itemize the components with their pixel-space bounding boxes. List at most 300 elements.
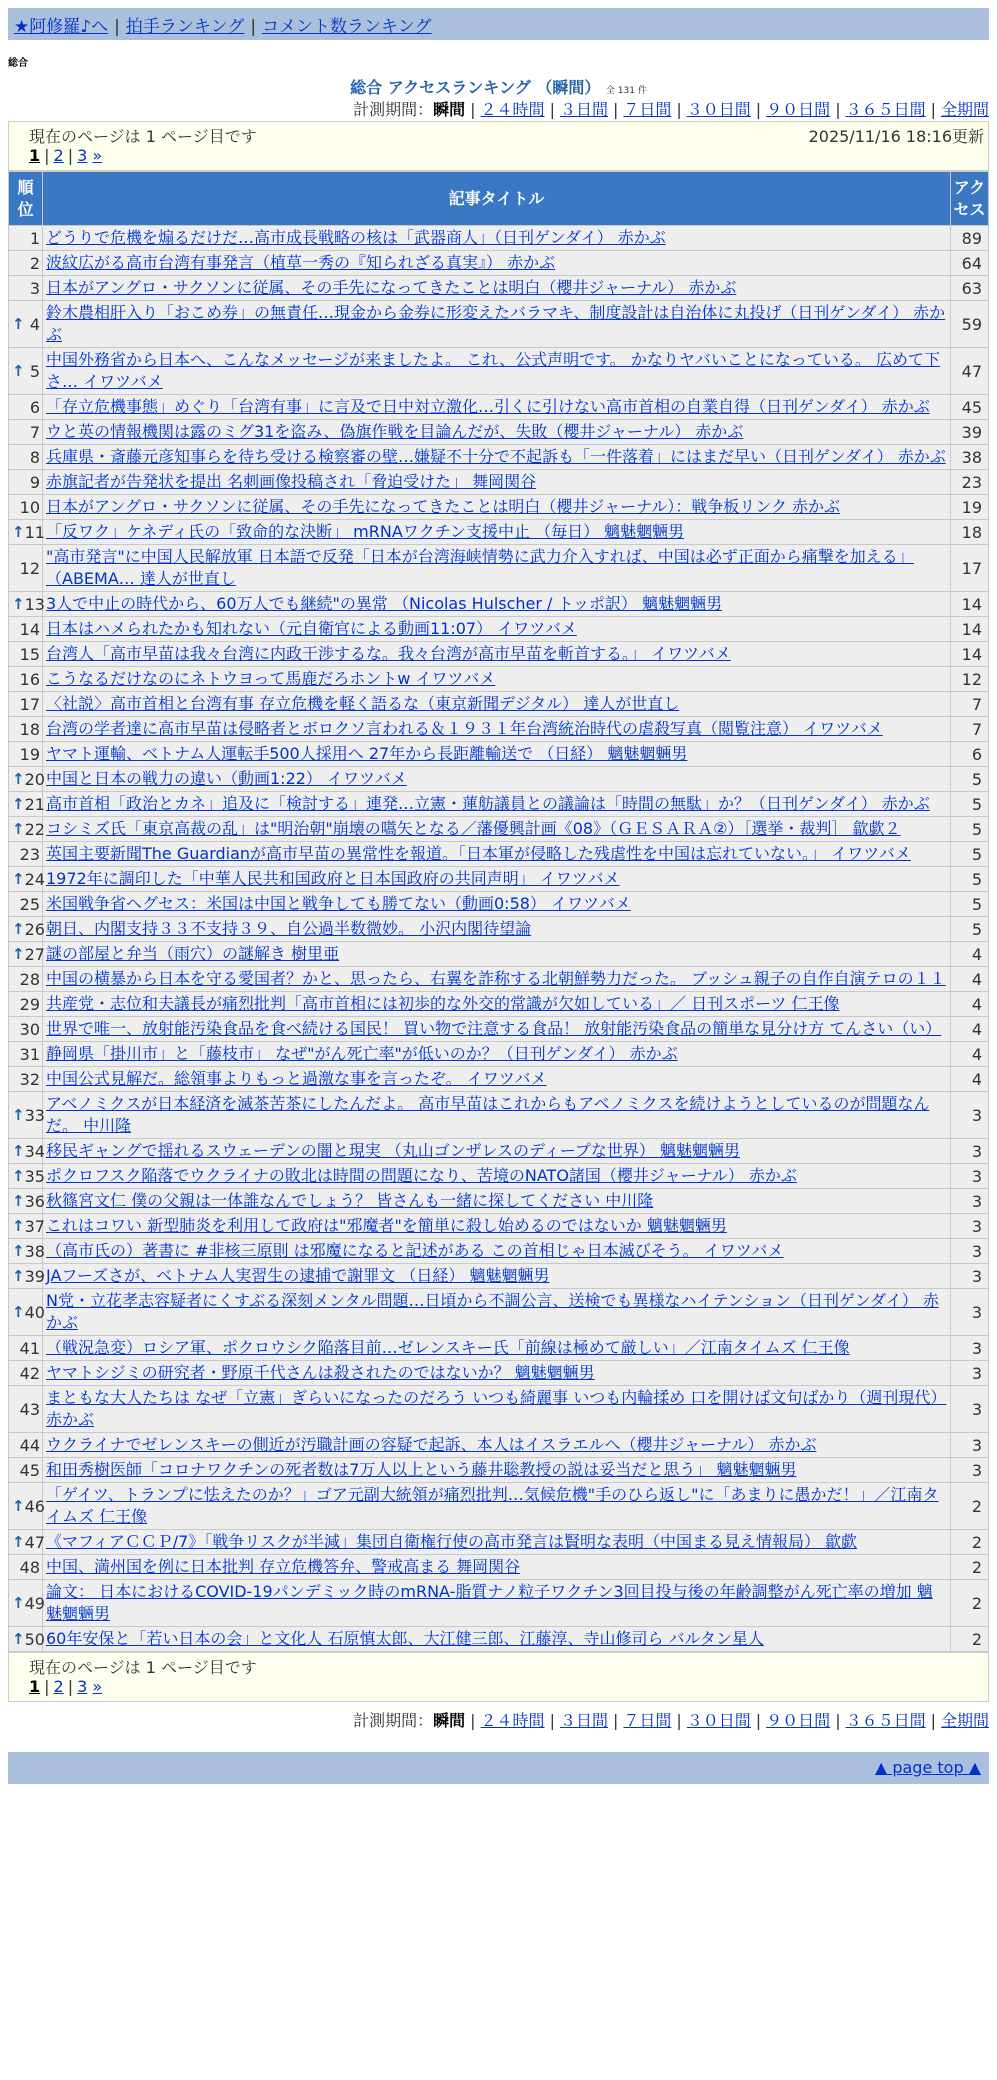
- comment-ranking-link[interactable]: コメント数ランキング: [262, 17, 432, 37]
- rank-up-arrow-icon: ↑: [12, 1629, 25, 1648]
- article-title-link[interactable]: 台湾の学者達に高市早苗は侵略者とボロクソ言われる＆１９３１年台湾統治時代の虐殺写真（閲覧注意） イワツバメ: [46, 719, 883, 738]
- rank-up-arrow-icon: ↑: [12, 1496, 25, 1515]
- article-title-link[interactable]: 中国外務省から日本へ、こんなメッセージが来ましたよ。 これ、公式声明です。 かなりヤバいことになっている。 広めて下さ… イワツバメ: [46, 350, 940, 391]
- rank-cell: [9, 1458, 43, 1483]
- rank-number: 7: [29, 422, 40, 442]
- rank-cell: [9, 767, 43, 792]
- title-cell: [43, 1433, 951, 1458]
- rank-cell: [9, 742, 43, 767]
- access-count: 4: [951, 1067, 989, 1092]
- access-count: 17: [951, 545, 989, 592]
- article-title-link[interactable]: アベノミクスが日本経済を滅茶苦茶にしたんだよ。 高市早苗はこれからもアベノミクスを続けようとしているのが問題なんだ。 中川隆: [46, 1094, 930, 1135]
- footer-bar: [8, 1752, 989, 1784]
- article-title-link[interactable]: 鈴木農相肝入り「おこめ券」の無責任…現金から金券に形変えたバラマキ、制度設計は自治体に丸投げ（日刊ゲンダイ） 赤かぶ: [46, 303, 946, 344]
- access-count: 3: [951, 1239, 989, 1264]
- rank-cell: [9, 348, 43, 395]
- rank-up-arrow-icon: ↑: [12, 1266, 25, 1285]
- article-title-link[interactable]: 米国戦争省ヘグセス：米国は中国と戦争しても勝てない（動画0:58） イワツバメ: [46, 894, 631, 913]
- rank-cell: [9, 917, 43, 942]
- rank-cell: [9, 992, 43, 1017]
- period-option-link[interactable]: ７日間: [623, 100, 672, 119]
- rank-number: 22: [24, 819, 45, 839]
- article-title-link[interactable]: 3人で中止の時代から、60万人でも継続"の異常 （Nicolas Hulscher / トッポ訳） 魑魅魍魎男: [46, 594, 723, 613]
- period-separator: |: [676, 1711, 682, 1730]
- period-label: 計測期間：: [353, 100, 434, 119]
- article-title-link[interactable]: 中国公式見解だ。総領事よりもっと過激な事を言ったぞ。 イワツバメ: [46, 1069, 547, 1088]
- period-option-link[interactable]: ３０日間: [686, 100, 751, 119]
- article-title-link[interactable]: 1972年に調印した「中華人民共和国政府と日本国政府の共同声明」 イワツバメ: [46, 869, 620, 888]
- access-count: 3: [951, 1164, 989, 1189]
- title-cell: [43, 1555, 951, 1580]
- title-cell: [43, 1289, 951, 1336]
- period-option-link[interactable]: ３日間: [559, 1711, 608, 1730]
- rank-number: 47: [24, 1532, 45, 1552]
- rank-cell: [9, 842, 43, 867]
- access-count: 5: [951, 767, 989, 792]
- access-count: 5: [951, 817, 989, 842]
- period-option-link[interactable]: ９０日間: [766, 1711, 831, 1730]
- rank-cell: [9, 251, 43, 276]
- table-row: [9, 545, 989, 592]
- rank-number: 11: [24, 522, 45, 542]
- table-row: [9, 1214, 989, 1239]
- article-title-link[interactable]: 世界で唯一、放射能汚染食品を食べ続ける国民！ 買い物で注意する食品！ 放射能汚染食品の簡単な見分け方 てんさい（い）: [46, 1019, 942, 1038]
- title-cell: [43, 667, 951, 692]
- table-row: [9, 1139, 989, 1164]
- rank-number: 15: [19, 644, 40, 664]
- access-count: 2: [951, 1483, 989, 1530]
- rank-cell: [9, 495, 43, 520]
- access-count: 47: [951, 348, 989, 395]
- table-row: [9, 867, 989, 892]
- article-title-link[interactable]: 日本がアングロ・サクソンに従属、その手先になってきたことは明白（櫻井ジャーナル） 赤かぶ: [46, 278, 737, 297]
- period-option-link[interactable]: ３６５日間: [845, 1711, 926, 1730]
- title-cell: [43, 1214, 951, 1239]
- article-title-link[interactable]: JAフーズさが、ベトナム人実習生の逮捕で謝罪文 （日経） 魑魅魍魎男: [46, 1266, 550, 1285]
- rank-number: 14: [19, 619, 40, 639]
- article-title-link[interactable]: N党・立花孝志容疑者にくすぶる深刻メンタル問題…日頃から不調公言、送検でも異様なハイテンション（日刊ゲンダイ） 赤かぶ: [46, 1291, 939, 1332]
- rank-cell: [9, 445, 43, 470]
- page-link-current[interactable]: 1: [29, 1677, 41, 1696]
- rank-number: 46: [24, 1496, 45, 1516]
- table-row: [9, 1042, 989, 1067]
- article-title-link[interactable]: 日本はハメられたかも知れない（元自衛官による動画11:07） イワツバメ: [46, 619, 577, 638]
- rank-up-arrow-icon: ↑: [12, 361, 25, 380]
- title-cell: [43, 742, 951, 767]
- title-cell: [43, 592, 951, 617]
- rank-cell: [9, 420, 43, 445]
- rank-number: 6: [29, 397, 40, 417]
- article-title-link[interactable]: 静岡県「掛川市」と「藤枝市」 なぜ"がん死亡率"が低いのか？（日刊ゲンダイ） 赤かぶ: [46, 1044, 678, 1063]
- rank-number: 9: [29, 472, 40, 492]
- pager-separator: |: [67, 146, 74, 165]
- rank-number: 40: [24, 1302, 45, 1322]
- rank-cell: [9, 1164, 43, 1189]
- article-title-link[interactable]: ウと英の情報機関は露のミグ31を盗み、偽旗作戦を目論んだが、失敗（櫻井ジャーナル） 赤かぶ: [46, 422, 744, 441]
- article-title-link[interactable]: 〈社説〉高市首相と台湾有事 存立危機を軽く語るな（東京新聞デジタル） 達人が世直し: [46, 694, 680, 713]
- rank-cell: [9, 1627, 43, 1652]
- rank-cell: [9, 1530, 43, 1555]
- rank-number: 41: [19, 1338, 40, 1358]
- period-separator: |: [549, 100, 555, 119]
- table-row: [9, 692, 989, 717]
- article-title-link[interactable]: 「存立危機事態」めぐり「台湾有事」に言及で日中対立激化…引くに引けない高市首相の自業自得（日刊ゲンダイ） 赤かぶ: [46, 397, 930, 416]
- rank-number: 17: [19, 694, 40, 714]
- rank-cell: [9, 301, 43, 348]
- table-row: [9, 395, 989, 420]
- period-option-link[interactable]: ７日間: [623, 1711, 672, 1730]
- table-row: [9, 1458, 989, 1483]
- rank-cell: [9, 792, 43, 817]
- table-row: [9, 251, 989, 276]
- period-separator: |: [835, 1711, 841, 1730]
- rank-cell: [9, 1289, 43, 1336]
- page-top-link[interactable]: ▲ page top ▲: [874, 1758, 981, 1777]
- article-title-link[interactable]: 「反ワク」ケネディ氏の「致命的な決断」 mRNAワクチン支援中止 （毎日） 魑魅魍魎男: [46, 522, 685, 541]
- article-title-link[interactable]: 兵庫県・斎藤元彦知事らを待ち受ける検察審の壁…嫌疑不十分で不起訴も「一件落着」にはまだ早い（日刊ゲンダイ） 赤かぶ: [46, 447, 946, 466]
- rank-number: 19: [19, 744, 40, 764]
- page-link[interactable]: 3: [77, 146, 88, 165]
- access-count: 4: [951, 1042, 989, 1067]
- rank-cell: [9, 1017, 43, 1042]
- page-link[interactable]: »: [92, 146, 103, 165]
- title-cell: [43, 1264, 951, 1289]
- rank-up-arrow-icon: ↑: [12, 1166, 25, 1185]
- page-link-current[interactable]: 1: [29, 146, 41, 165]
- rank-cell: [9, 1386, 43, 1433]
- article-title-link[interactable]: どうりで危機を煽るだけだ…高市成長戦略の核は「武器商人」（日刊ゲンダイ） 赤かぶ: [46, 228, 666, 247]
- access-count: 14: [951, 617, 989, 642]
- category-label: 総合: [8, 58, 28, 69]
- access-count: 3: [951, 1433, 989, 1458]
- article-title-link[interactable]: ウクライナでゼレンスキーの側近が汚職計画の容疑で起訴、本人はイスラエルへ（櫻井ジャーナル） 赤かぶ: [46, 1435, 817, 1454]
- period-selector: [8, 97, 989, 119]
- rank-cell: [9, 617, 43, 642]
- home-link[interactable]: ★阿修羅♪へ: [14, 17, 109, 37]
- rank-up-arrow-icon: ↑: [12, 314, 25, 333]
- article-title-link[interactable]: ヤマトシジミの研究者・野原千代さんは殺されたのではないか？ 魑魅魍魎男: [46, 1363, 595, 1382]
- title-cell: [43, 1189, 951, 1214]
- rank-number: 42: [19, 1363, 40, 1383]
- table-row: [9, 420, 989, 445]
- title-cell: [43, 470, 951, 495]
- article-title-link[interactable]: 台湾人「高市早苗は我々台湾に内政干渉するな。我々台湾が高市早苗を斬首する。」 イワツバメ: [46, 644, 731, 663]
- period-separator: |: [755, 100, 762, 119]
- col-title-header: 記事タイトル: [43, 172, 951, 226]
- article-title-link[interactable]: まともな大人たちは なぜ「立憲」ぎらいになったのだろう いつも綺麗事 いつも内輪揉め 口を開けば文句ばかり（週刊現代） 赤かぶ: [46, 1388, 947, 1429]
- pager-separator: |: [67, 1677, 74, 1696]
- table-row: [9, 1580, 989, 1627]
- rank-number: 24: [24, 869, 45, 889]
- title-cell: [43, 1627, 951, 1652]
- rank-up-arrow-icon: ↑: [12, 1302, 25, 1321]
- access-count: 3: [951, 1092, 989, 1139]
- title-cell: [43, 692, 951, 717]
- article-title-link[interactable]: 共産党・志位和夫議長が痛烈批判「高市首相には初歩的な外交的常識が欠如している」／ 日刊スポーツ 仁王像: [46, 994, 840, 1013]
- period-selector: [8, 1708, 989, 1730]
- current-page-text: 現在のページは 1 ページ目です: [29, 1658, 257, 1677]
- table-row: [9, 1164, 989, 1189]
- access-count: 4: [951, 967, 989, 992]
- rank-cell: [9, 276, 43, 301]
- rank-up-arrow-icon: ↑: [12, 1241, 25, 1260]
- table-row: [9, 717, 989, 742]
- rank-number: 43: [19, 1399, 40, 1419]
- table-row: [9, 1067, 989, 1092]
- access-count: 3: [951, 1361, 989, 1386]
- period-current: 瞬間: [433, 100, 466, 119]
- article-title-link[interactable]: 波紋広がる高市台湾有事発言（植草一秀の『知られざる真実』） 赤かぶ: [46, 253, 556, 272]
- table-row: [9, 470, 989, 495]
- article-title-link[interactable]: 60年安保と「若い日本の会」と文化人 石原慎太郎、大江健三郎、江藤淳、寺山修司ら バルタン星人: [46, 1629, 764, 1648]
- access-count: 4: [951, 992, 989, 1017]
- rank-number: 27: [24, 944, 45, 964]
- rank-cell: [9, 1239, 43, 1264]
- title-cell: [43, 545, 951, 592]
- rank-up-arrow-icon: ↑: [12, 919, 25, 938]
- rank-cell: [9, 470, 43, 495]
- table-row: [9, 1433, 989, 1458]
- table-row: [9, 301, 989, 348]
- access-count: 3: [951, 1214, 989, 1239]
- article-title-link[interactable]: こうなるだけなのにネトウヨって馬鹿だろホントw イワツバメ: [46, 669, 496, 688]
- title-cell: [43, 617, 951, 642]
- rank-up-arrow-icon: ↑: [12, 1593, 25, 1612]
- title-cell: [43, 445, 951, 470]
- rank-number: 26: [24, 919, 45, 939]
- table-row: [9, 817, 989, 842]
- period-option-link[interactable]: ３０日間: [686, 1711, 751, 1730]
- rank-number: 16: [19, 669, 40, 689]
- table-row: [9, 842, 989, 867]
- access-count: 3: [951, 1189, 989, 1214]
- period-separator: |: [612, 100, 619, 119]
- ranking-title-wrap: [0, 75, 997, 97]
- rank-number: 44: [19, 1435, 40, 1455]
- title-cell: [43, 1386, 951, 1433]
- rank-number: 25: [19, 894, 40, 914]
- rank-cell: [9, 1483, 43, 1530]
- article-title-link[interactable]: ポクロフスク陥落でウクライナの敗北は時間の問題になり、苦境のNATO諸国（櫻井ジャーナル） 赤かぶ: [46, 1166, 797, 1185]
- article-title-link[interactable]: 中国の横暴から日本を守る愛国者？かと、思ったら、右翼を詐称する北朝鮮勢力だった。 ブッシュ親子の自作自演テロの１１: [46, 969, 946, 988]
- rank-up-arrow-icon: ↑: [12, 1532, 25, 1551]
- table-row: [9, 617, 989, 642]
- rank-up-arrow-icon: ↑: [12, 1216, 25, 1235]
- col-access-header: アクセス: [951, 172, 989, 226]
- access-count: 14: [951, 642, 989, 667]
- period-separator: |: [612, 1711, 619, 1730]
- rank-number: 13: [24, 594, 45, 614]
- title-cell: [43, 842, 951, 867]
- access-count: 5: [951, 892, 989, 917]
- access-count: 7: [951, 717, 989, 742]
- article-title-link[interactable]: 論文： 日本におけるCOVID-19パンデミック時のmRNA-脂質ナノ粒子ワクチン3回目投与後の年齢調整がん死亡率の増加 魑魅魍魎男: [46, 1582, 933, 1623]
- article-title-link[interactable]: 英国主要新聞The Guardianが高市早苗の異常性を報道。「日本軍が侵略した残虐性を中国は忘れていない。」 イワツバメ: [46, 844, 911, 863]
- rank-up-arrow-icon: ↑: [12, 1141, 25, 1160]
- rank-number: 28: [19, 969, 40, 989]
- article-title-link[interactable]: 《マフィアＣＣＰ/7》「戦争リスクが半減」集団自衛権行使の高市発言は賢明な表明（中国まる見え情報局） 歙歔: [46, 1532, 858, 1551]
- table-row: [9, 276, 989, 301]
- table-row: [9, 1555, 989, 1580]
- table-row: [9, 1361, 989, 1386]
- rank-number: 33: [24, 1105, 45, 1125]
- article-title-link[interactable]: 朝日、内閣支持３３不支持３９、自公過半数微妙。 小沢内閣待望論: [46, 919, 532, 938]
- period-option-link[interactable]: ３日間: [559, 100, 608, 119]
- rank-number: 5: [29, 361, 40, 381]
- title-cell: [43, 276, 951, 301]
- article-title-link[interactable]: 中国と日本の戦力の違い（動画1:22） イワツバメ: [46, 769, 407, 788]
- pagination: [29, 146, 984, 168]
- rank-up-arrow-icon: ↑: [12, 1105, 25, 1124]
- rank-number: 31: [19, 1044, 40, 1064]
- article-title-link[interactable]: （高市氏の）著書に #非核三原則 は邪魔になると記述がある この首相じゃ日本滅びそう。 イワツバメ: [46, 1241, 784, 1260]
- page-info-top: [8, 121, 989, 171]
- access-count: 4: [951, 1017, 989, 1042]
- rank-number: 34: [24, 1141, 45, 1161]
- rank-number: 36: [24, 1191, 45, 1211]
- rank-number: 32: [19, 1069, 40, 1089]
- rank-cell: [9, 226, 43, 251]
- page-link[interactable]: 2: [53, 146, 64, 165]
- table-header-row: [9, 172, 989, 226]
- rank-cell: [9, 592, 43, 617]
- period-option-link[interactable]: ９０日間: [766, 100, 831, 119]
- rank-up-arrow-icon: ↑: [12, 1191, 25, 1210]
- rank-number: 4: [29, 314, 40, 334]
- table-row: [9, 1017, 989, 1042]
- table-row: [9, 1483, 989, 1530]
- title-cell: [43, 942, 951, 967]
- period-separator: |: [835, 100, 841, 119]
- title-cell: [43, 251, 951, 276]
- period-separator: |: [930, 1711, 936, 1730]
- title-cell: [43, 1580, 951, 1627]
- rank-up-arrow-icon: ↑: [12, 819, 25, 838]
- title-cell: [43, 495, 951, 520]
- title-cell: [43, 1530, 951, 1555]
- table-row: [9, 1264, 989, 1289]
- title-cell: [43, 1336, 951, 1361]
- access-count: 12: [951, 667, 989, 692]
- table-row: [9, 592, 989, 617]
- article-title-link[interactable]: 高市首相「政治とカネ」追及に「検討する」連発…立憲・蓮舫議員との議論は「時間の無駄」か？（日刊ゲンダイ） 赤かぶ: [46, 794, 930, 813]
- table-row: [9, 1092, 989, 1139]
- rank-number: 20: [24, 769, 45, 789]
- article-title-link[interactable]: 秋篠宮文仁 僕の父親は一体誰なんでしょう？ 皆さんも一緒に探してください 中川隆: [46, 1191, 654, 1210]
- article-title-link[interactable]: 中国、満州国を例に日本批判 存立危機答弁、警戒高まる 舞岡関谷: [46, 1557, 521, 1576]
- title-cell: [43, 1042, 951, 1067]
- title-cell: [43, 1164, 951, 1189]
- period-option-link[interactable]: 全期間: [940, 100, 989, 119]
- article-title-link[interactable]: 和田秀樹医師「コロナワクチンの死者数は7万人以上という藤井聡教授の説は妥当だと思う」 魑魅魍魎男: [46, 1460, 797, 1479]
- access-count: 3: [951, 1386, 989, 1433]
- access-count: 2: [951, 1555, 989, 1580]
- title-cell: [43, 395, 951, 420]
- article-title-link[interactable]: 「ゲイツ、トランプに怯えたのか？」ゴア元副大統領が痛烈批判…気候危機"手のひら返し"に「あまりに愚かだ！」／江南タイムズ 仁王像: [46, 1485, 939, 1526]
- ranking-table: [8, 171, 989, 1652]
- access-count: 6: [951, 742, 989, 767]
- article-title-link[interactable]: "高市発言"に中国人民解放軍 日本語で反発「日本が台湾海峡情勢に武力介入すれば、中国は必ず正面から痛撃を加える」（ABEMA… 達人が世直し: [46, 547, 914, 588]
- article-title-link[interactable]: （戦況急変）ロシア軍、ポクロウシク陥落目前…ゼレンスキー氏「前線は極めて厳しい」／江南タイムズ 仁王像: [46, 1338, 850, 1357]
- rank-cell: [9, 1336, 43, 1361]
- title-cell: [43, 226, 951, 251]
- rank-cell: [9, 1042, 43, 1067]
- access-count: 18: [951, 520, 989, 545]
- clap-ranking-link[interactable]: 拍手ランキング: [125, 17, 245, 37]
- table-row: [9, 1530, 989, 1555]
- article-title-link[interactable]: コシミズ氏「東京高裁の乱」は"明治朝"崩壊の嚆矢となる／藩優興計画《08》（ＧＥＳＡＲＡ②）［選挙・裁判］ 歙歔２: [46, 819, 901, 838]
- col-rank-header: 順位: [9, 172, 43, 226]
- table-row: [9, 917, 989, 942]
- article-title-link[interactable]: 移民ギャングで揺れるスウェーデンの闇と現実 （丸山ゴンザレスのディープな世界） 魑魅魍魎男: [46, 1141, 741, 1160]
- page-link[interactable]: 3: [77, 1677, 88, 1696]
- period-option-link[interactable]: 全期間: [940, 1711, 989, 1730]
- table-row: [9, 642, 989, 667]
- rank-cell: [9, 1361, 43, 1386]
- access-count: 3: [951, 1458, 989, 1483]
- rank-cell: [9, 1555, 43, 1580]
- rank-number: 8: [29, 447, 40, 467]
- period-option-link[interactable]: ２４時間: [480, 1711, 545, 1730]
- page-info-bottom: [8, 1652, 989, 1702]
- rank-cell: [9, 1214, 43, 1239]
- table-row: [9, 1239, 989, 1264]
- title-cell: [43, 967, 951, 992]
- rank-cell: [9, 520, 43, 545]
- rank-cell: [9, 942, 43, 967]
- rank-cell: [9, 1580, 43, 1627]
- access-count: 3: [951, 1264, 989, 1289]
- rank-cell: [9, 892, 43, 917]
- table-row: [9, 1386, 989, 1433]
- rank-number: 23: [19, 844, 40, 864]
- title-cell: [43, 792, 951, 817]
- period-option-link[interactable]: ３６５日間: [845, 100, 926, 119]
- page-link[interactable]: »: [92, 1677, 103, 1696]
- access-count: 5: [951, 917, 989, 942]
- period-option-link[interactable]: ２４時間: [480, 100, 545, 119]
- access-count: 23: [951, 470, 989, 495]
- rank-number: 39: [24, 1266, 45, 1286]
- article-title-link[interactable]: 謎の部屋と弁当（雨穴）の謎解き 樹里亜: [46, 944, 340, 963]
- access-count: 2: [951, 1627, 989, 1652]
- access-count: 3: [951, 1139, 989, 1164]
- period-separator: |: [470, 100, 476, 119]
- title-cell: [43, 642, 951, 667]
- page-link[interactable]: 2: [53, 1677, 64, 1696]
- access-count: 19: [951, 495, 989, 520]
- access-count: 5: [951, 792, 989, 817]
- article-title-link[interactable]: 日本がアングロ・サクソンに従属、その手先になってきたことは明白（櫻井ジャーナル）：戦争板リンク 赤かぶ: [46, 497, 841, 516]
- article-title-link[interactable]: これはコワい 新型肺炎を利用して政府は"邪魔者"を簡単に殺し始めるのではないか 魑魅魍魎男: [46, 1216, 727, 1235]
- table-row: [9, 892, 989, 917]
- rank-number: 21: [24, 794, 45, 814]
- access-count: 64: [951, 251, 989, 276]
- article-title-link[interactable]: ヤマト運輸、ベトナム人運転手500人採用へ 27年から長距離輸送で （日経） 魑魅魍魎男: [46, 744, 688, 763]
- title-cell: [43, 992, 951, 1017]
- title-cell: [43, 817, 951, 842]
- table-row: [9, 967, 989, 992]
- table-row: [9, 1189, 989, 1214]
- rank-up-arrow-icon: ↑: [12, 944, 25, 963]
- rank-number: 29: [19, 994, 40, 1014]
- rank-number: 18: [19, 719, 40, 739]
- rank-cell: [9, 1139, 43, 1164]
- table-row: [9, 742, 989, 767]
- access-count: 2: [951, 1580, 989, 1627]
- article-title-link[interactable]: 赤旗記者が告発状を提出 名刺画像投稿され「脅迫受けた」 舞岡関谷: [46, 472, 537, 491]
- title-cell: [43, 717, 951, 742]
